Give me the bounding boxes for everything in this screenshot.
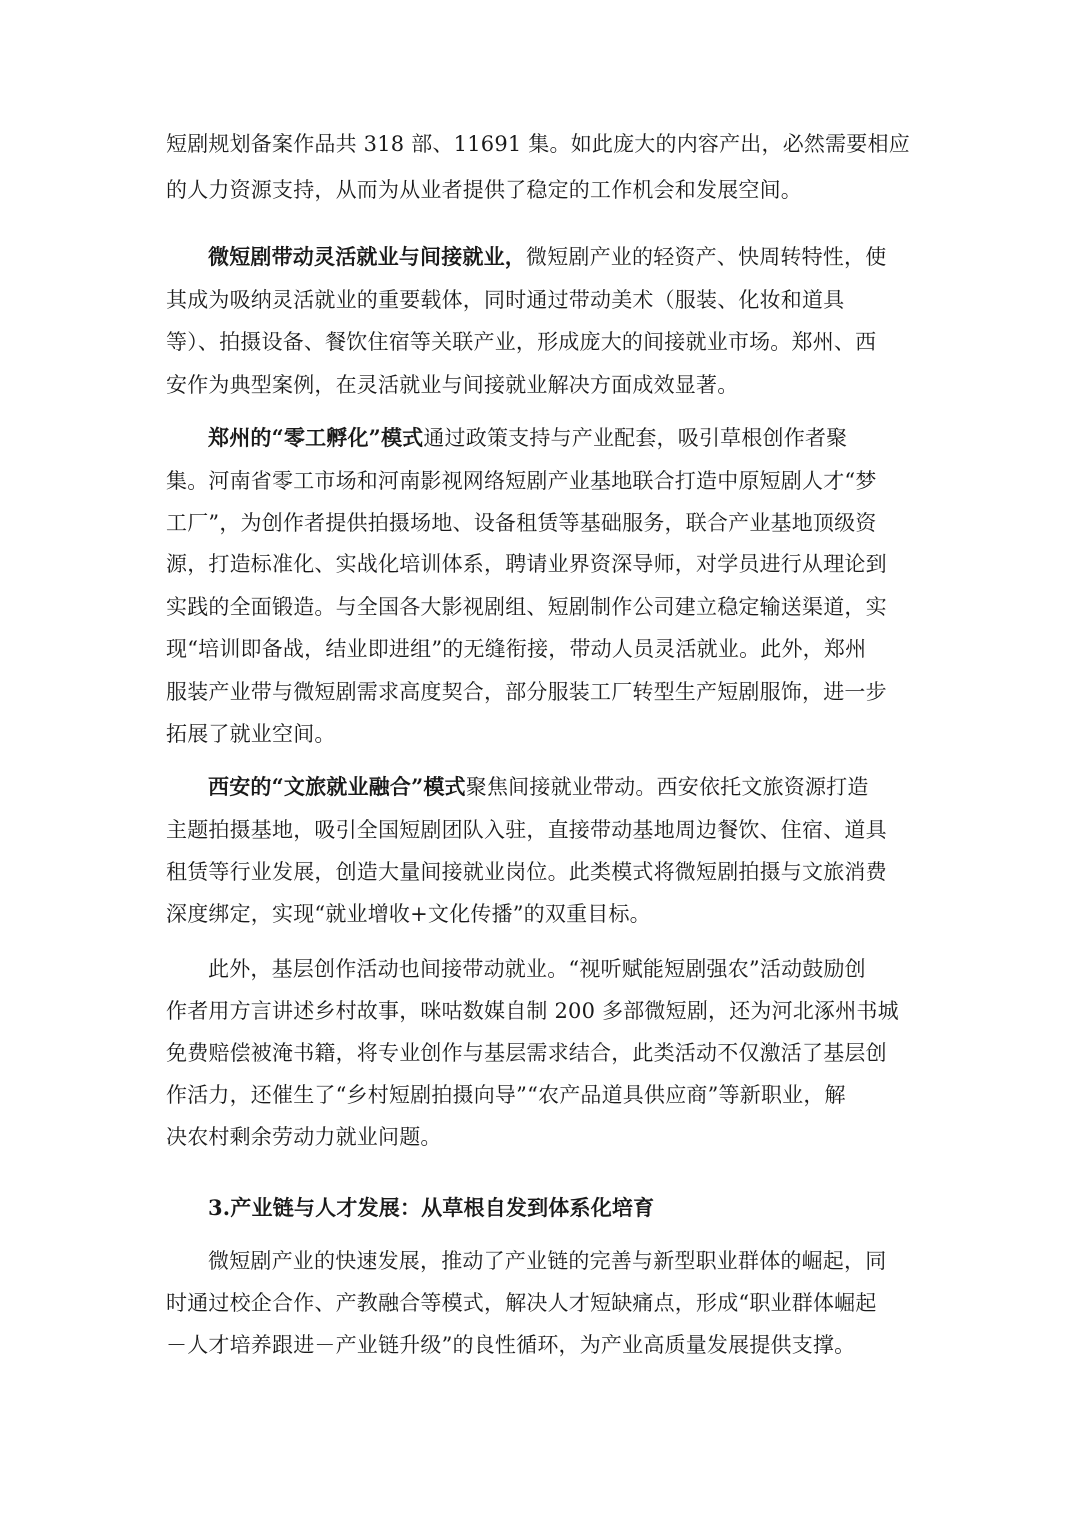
paragraph-4-line-3: 租赁等行业发展，创造大量间接就业岗位。此类模式将微短剧拍摄与文旅消费 [166, 860, 887, 884]
paragraph-6-line-2: 时通过校企合作、产教融合等模式，解决人才短缺痛点，形成“职业群体崛起 [166, 1291, 877, 1315]
paragraph-2-line-1 [208, 243, 958, 271]
paragraph-5-line-2: 作者用方言讲述乡村故事，咪咕数媒自制 200 多部微短剧，还为河北涿州书城 [166, 999, 899, 1023]
paragraph-4-bold-lead: 西安的“文旅就业融合”模式 [208, 774, 466, 799]
paragraph-2-line-2: 其成为吸纳灵活就业的重要载体，同时通过带动美术（服装、化妆和道具 [166, 288, 845, 312]
paragraph-4-line-1-rest: 聚焦间接就业带动。西安依托文旅资源打造 [465, 775, 869, 799]
paragraph-5-line-5: 决农村剩余劳动力就业问题。 [166, 1125, 442, 1149]
paragraph-3-line-6: 现“培训即备战，结业即进组”的无缝衔接，带动人员灵活就业。此外，郑州 [166, 637, 867, 661]
paragraph-2-bold-lead: 微短剧带动灵活就业与间接就业， [208, 244, 526, 269]
paragraph-3-line-4: 源，打造标准化、实战化培训体系，聘请业界资深导师，对学员进行从理论到 [166, 552, 887, 576]
paragraph-3-line-2: 集。河南省零工市场和河南影视网络短剧产业基地联合打造中原短剧人才“梦 [166, 469, 877, 493]
paragraph-3-line-1-rest: 通过政策支持与产业配套，吸引草根创作者聚 [423, 426, 848, 450]
paragraph-5-line-4: 作活力，还催生了“乡村短剧拍摄向导”“农产品道具供应商”等新职业，解 [166, 1083, 846, 1107]
paragraph-2-line-1-rest: 微短剧产业的轻资产、快周转特性，使 [526, 245, 887, 269]
paragraph-3-line-8: 拓展了就业空间。 [166, 722, 336, 746]
paragraph-2-line-3: 等）、拍摄设备、餐饮住宿等关联产业，形成庞大的间接就业市场。郑州、西 [166, 330, 877, 354]
paragraph-5-line-3: 免费赔偿被淹书籍，将专业创作与基层需求结合，此类活动不仅激活了基层创 [166, 1041, 887, 1065]
section-heading: 3.产业链与人才发展：从草根自发到体系化培育 [208, 1195, 655, 1220]
paragraph-1-line-1: 短剧规划备案作品共 318 部、11691 集。如此庞大的内容产出，必然需要相应 [166, 132, 910, 156]
paragraph-4-line-4: 深度绑定，实现“就业增收+文化传播”的双重目标。 [166, 902, 651, 926]
paragraph-5-line-1: 此外，基层创作活动也间接带动就业。“视听赋能短剧强农”活动鼓励创 [208, 957, 866, 981]
paragraph-4-line-1 [208, 773, 958, 801]
paragraph-1-line-2: 的人力资源支持，从而为从业者提供了稳定的工作机会和发展空间。 [166, 178, 802, 202]
paragraph-3-line-3: 工厂”，为创作者提供拍摄场地、设备租赁等基础服务，联合产业基地顶级资 [166, 511, 877, 535]
paragraph-6-line-1: 微短剧产业的快速发展，推动了产业链的完善与新型职业群体的崛起，同 [208, 1249, 887, 1273]
paragraph-3-line-5: 实践的全面锻造。与全国各大影视剧组、短剧制作公司建立稳定输送渠道，实 [166, 595, 887, 619]
paragraph-3-bold-lead: 郑州的“零工孵化”模式 [208, 425, 424, 450]
paragraph-3-line-1 [208, 424, 958, 452]
paragraph-3-line-7: 服装产业带与微短剧需求高度契合，部分服装工厂转型生产短剧服饰，进一步 [166, 680, 887, 704]
paragraph-4-line-2: 主题拍摄基地，吸引全国短剧团队入驻，直接带动基地周边餐饮、住宿、道具 [166, 818, 887, 842]
paragraph-2-line-4: 安作为典型案例，在灵活就业与间接就业解决方面成效显著。 [166, 373, 739, 397]
paragraph-6-line-3: －人才培养跟进－产业链升级”的良性循环，为产业高质量发展提供支撑。 [166, 1333, 856, 1357]
